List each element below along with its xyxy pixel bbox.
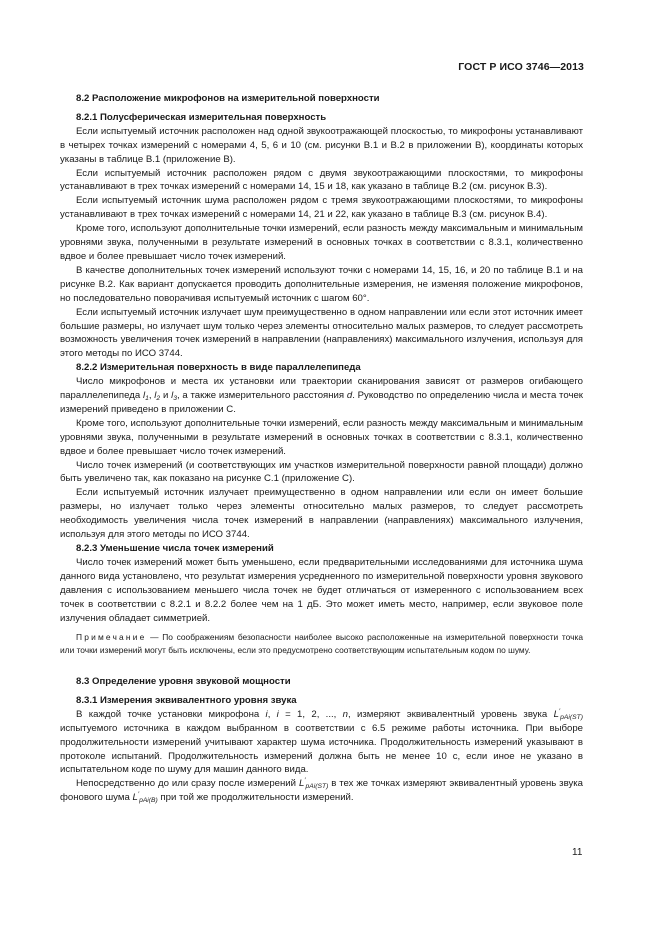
paragraph: Если испытуемый источник расположен рядом с двумя звукоотражающими плоскостями, то микрофоны устанавливают в трех точках измерений с номерами 14, 15 и 18, как указано в таблице В.2 (см. рисунок В.3). bbox=[60, 167, 583, 193]
symbol-lpai-st: $L'_{pAi(ST)}$ bbox=[553, 707, 583, 721]
text: . Руководство по определению числа и места точек измерений приведено в приложении С. bbox=[60, 390, 583, 415]
symbol-n: n bbox=[342, 708, 348, 720]
symbol-i: i bbox=[265, 708, 268, 720]
paragraph: Если испытуемый источник шума расположен рядом с тремя звукоотражающими плоскостями, то микрофоны устанавливают в трех точках измерений с номерами 14, 21 и 22, как указано в таблице В.3 (см. рисунок В.4). bbox=[60, 195, 583, 221]
section-8-2-title: 8.2 Расположение микрофонов на измерительной поверхности bbox=[76, 93, 380, 104]
paragraph: Кроме того, используют дополнительные точки измерений, если разность между максимальным и минимальным уровнями звука, полученными в результате измерений в основных точках в соответствии с 8.3.1, количественно вдвое и более превышает число точек измерений. bbox=[60, 223, 583, 262]
symbol-d: d bbox=[346, 390, 353, 402]
text: , а также измерительного расстояния bbox=[176, 390, 345, 402]
paragraph: В качестве дополнительных точек измерений используют точки с номерами 14, 15, 16, и 20 по таблице В.1 и на рисунке В.2. Как вариант допускается проводить дополнительные измерения, не изменяя положение микрофонов, но последовательно поворачивая испытуемый источник с шагом 60°. bbox=[60, 264, 583, 304]
text: и bbox=[162, 390, 169, 402]
paragraph: Если испытуемый источник излучает преимущественно в одном направлении или если он имеет большие размеры, но излучает только через элементы относительно малых размеров, то следует рассмотреть необходимость увеличения числа точек измерений в направлении (направлениях) максимального излучения, используя для этого методы по ИСО 3744. bbox=[60, 487, 583, 541]
section-8-2-3-title: 8.2.3 Уменьшение числа точек измерений bbox=[76, 543, 274, 554]
symbol-lpai-b: $L'_{pAi(B)}$ bbox=[132, 791, 158, 805]
section-8-2-1-title: 8.2.1 Полусферическая измерительная поверхность bbox=[76, 111, 327, 123]
standard-header: ГОСТ Р ИСО 3746—2013 bbox=[458, 61, 584, 73]
note-label: Примечание bbox=[76, 632, 147, 643]
page-content bbox=[60, 92, 583, 805]
symbol-l3: $l_3$ bbox=[171, 390, 177, 403]
symbol-l1: $l_1$ bbox=[142, 390, 149, 403]
section-8-2-2-title: 8.2.2 Измерительная поверхность в виде параллелепипеда bbox=[76, 362, 361, 374]
paragraph: Если испытуемый источник излучает шум преимущественно в одном направлении или если этот источник имеет большие размеры, но излучает шум только через элементы относительно малых размеров, то следует рассмотреть возможность увеличения точек измерений в направлении (направлениях) максимального излучения, используя для этого методы по ИСО 3744. bbox=[60, 306, 583, 360]
section-8-3-1-title: 8.3.1 Измерения эквивалентного уровня звука bbox=[76, 694, 297, 706]
paragraph-background: Непосредственно до или сразу после измерений $L'_{pAi(ST)}$ в тех же точках измеряют эквивалентный уровень звука фонового шума $L'_{pAi(B)}$ при той же продолжительности измерений. bbox=[60, 777, 584, 805]
symbol-i: i bbox=[276, 708, 279, 720]
paragraph: Кроме того, используют дополнительные точки измерений, если разность между максимальным и минимальным уровнями звука, полученными в результате измерений в основных точках в соответствии с 8.3.1, количественно вдвое и более превышает число точек измерений. bbox=[60, 417, 583, 457]
page-number: 11 bbox=[572, 847, 583, 858]
text: Число микрофонов и места их установки или траектории сканирования зависят от размеров огибающего параллелепипеда bbox=[60, 376, 583, 402]
note-text: — По соображениям безопасности наиболее высоко расположенные на измерительной поверхности точка или точки измерений могут быть исключены, если это предусмотрено соответствующим испытательным кодом по шуму. bbox=[60, 632, 583, 655]
paragraph-measurement: В каждой точке установки микрофона i, i = 1, 2, ..., n, измеряют эквивалентный уровень звука $L'_{pAi(ST)}$ испытуемого источника в каждом выбранном в соответствии с 6.5 режиме работы источника. При выборе продолжительности измерений учитывают характер шума источника. Продолжительность измерений указывают в протоколе испытаний. Продолжительность измерений должна быть не менее 10 с, если иное не указано в испытательном коде по шуму для машин данного вида. bbox=[60, 707, 583, 776]
section-8-3-title: 8.3 Определение уровня звуковой мощности bbox=[76, 676, 291, 688]
paragraph: Если испытуемый источник расположен над одной звукоотражающей плоскостью, то микрофоны устанавливают в четырех точках измерений с номерами 4, 5, 6 и 10 (см. рисунки В.1 и В.2 в приложении В), координаты которых указаны в таблице В.1 (приложение В). bbox=[60, 125, 583, 165]
paragraph-dimensions: Число микрофонов и места их установки или траектории сканирования зависят от размеров огибающего параллелепипеда $l_1$, $l_2$ и $l_3$, а также измерительного расстояния d. Руководство по определению числа и места точек измерений приведено в приложении С. bbox=[60, 376, 583, 415]
symbol-lpai-st: $L'_{pAi(ST)}$ bbox=[298, 777, 329, 791]
paragraph: Число точек измерений (и соответствующих им участков измерительной поверхности равной площади) должно быть увеличено так, как показано на рисунке С.1 (приложение С). bbox=[60, 459, 583, 485]
paragraph: Число точек измерений может быть уменьшено, если предварительными исследованиями для источника шума данного вида установлено, что результат измерения усредненного по измерительной поверхности уровня звукового давления с использованием меньшего числа точек не будет отличаться от измеренного с использованием всех точек в соответствии с 8.2.1 и 8.2.2 более чем на 1 дБ. Это может иметь место, например, если звуковое поле излучения обладает симметрией. bbox=[60, 556, 583, 624]
symbol-l2: $l_2$ bbox=[154, 390, 161, 403]
note bbox=[60, 631, 583, 656]
